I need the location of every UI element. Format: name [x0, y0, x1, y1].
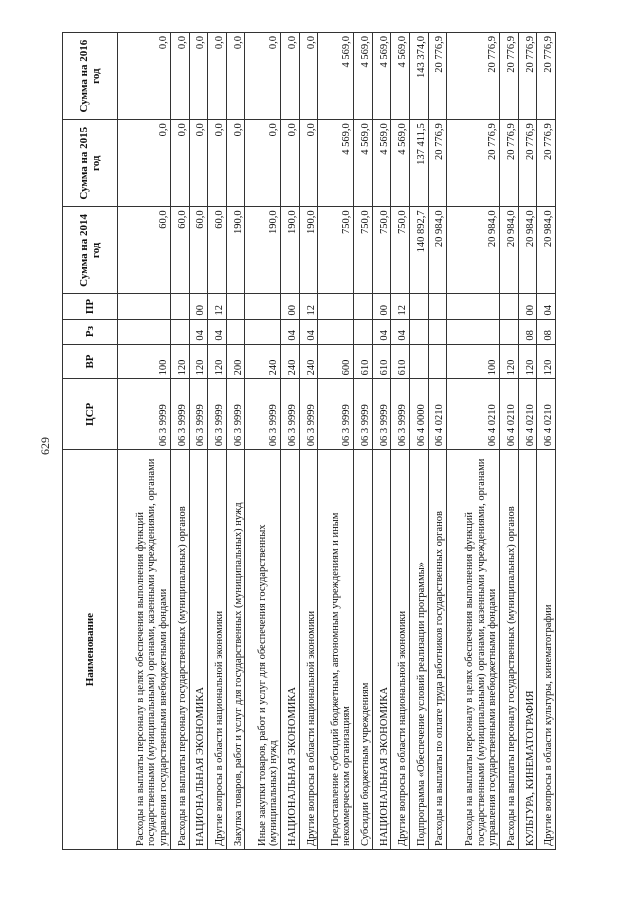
cell-vr: 200 — [226, 344, 245, 379]
cell-csr: 06 3 9999 — [170, 379, 189, 450]
cell-csr: 06 3 9999 — [245, 379, 281, 450]
cell-vr: 240 — [281, 344, 300, 379]
cell-vr: 120 — [170, 344, 189, 379]
table-row — [281, 33, 300, 850]
cell-sum-2014: 190,0 — [226, 207, 245, 294]
cell-name: Расходы на выплаты персоналу в целях обеспечения выполнения функций государственными (муниципальными) органами, казенными учреждениями, органами управления государственными внебюджетными фондами — [118, 450, 171, 850]
table-row — [318, 33, 354, 850]
cell-sum-2016: 4 569,0 — [354, 33, 373, 120]
cell-rz: 04 — [208, 319, 227, 344]
cell-vr — [409, 344, 428, 379]
cell-csr: 06 3 9999 — [281, 379, 300, 450]
cell-name: Другие вопросы в области культуры, кинематографии — [537, 450, 556, 850]
table-row — [208, 33, 227, 850]
cell-sum-2016: 0,0 — [245, 33, 281, 120]
cell-pr — [428, 294, 447, 319]
cell-rz: 04 — [372, 319, 391, 344]
cell-sum-2015: 0,0 — [189, 120, 208, 207]
table-row — [245, 33, 281, 850]
cell-csr: 06 4 0210 — [537, 379, 556, 450]
cell-sum-2016: 0,0 — [189, 33, 208, 120]
cell-name: Иные закупки товаров, работ и услуг для обеспечения государственных (муниципальных) нужд — [245, 450, 281, 850]
cell-vr: 120 — [518, 344, 537, 379]
cell-sum-2016: 20 776,9 — [518, 33, 537, 120]
cell-name: Закупка товаров, работ и услуг для государственных (муниципальных) нужд — [226, 450, 245, 850]
cell-name: Подпрограмма «Обеспечение условий реализации программы» — [409, 450, 428, 850]
cell-sum-2014: 60,0 — [189, 207, 208, 294]
cell-rz — [354, 319, 373, 344]
table-row — [354, 33, 373, 850]
cell-sum-2014: 750,0 — [318, 207, 354, 294]
cell-name: НАЦИОНАЛЬНАЯ ЭКОНОМИКА — [189, 450, 208, 850]
cell-pr — [226, 294, 245, 319]
header-pr: ПР — [63, 294, 118, 319]
cell-rz: 04 — [189, 319, 208, 344]
cell-sum-2016: 4 569,0 — [391, 33, 410, 120]
header-csr: ЦСР — [63, 379, 118, 450]
cell-vr: 600 — [318, 344, 354, 379]
cell-pr — [409, 294, 428, 319]
cell-name: Предоставление субсидий бюджетным, автономным учреждениям и иным некоммерческим организациям — [318, 450, 354, 850]
rotated-table-container — [62, 32, 556, 850]
cell-sum-2016: 0,0 — [281, 33, 300, 120]
cell-vr: 120 — [500, 344, 519, 379]
cell-pr — [318, 294, 354, 319]
table-row — [118, 33, 171, 850]
cell-pr: 04 — [537, 294, 556, 319]
cell-rz — [428, 319, 447, 344]
cell-vr: 120 — [189, 344, 208, 379]
cell-name: Другие вопросы в области национальной экономики — [391, 450, 410, 850]
header-sum-2016: Сумма на 2016 год — [63, 33, 118, 120]
table-row — [226, 33, 245, 850]
cell-rz — [118, 319, 171, 344]
cell-sum-2015: 0,0 — [118, 120, 171, 207]
table-row — [170, 33, 189, 850]
cell-sum-2014: 20 984,0 — [428, 207, 447, 294]
cell-name: Субсидии бюджетным учреждениям — [354, 450, 373, 850]
cell-csr: 06 3 9999 — [354, 379, 373, 450]
cell-sum-2014: 20 984,0 — [537, 207, 556, 294]
cell-pr — [245, 294, 281, 319]
cell-sum-2015: 4 569,0 — [372, 120, 391, 207]
cell-name: НАЦИОНАЛЬНАЯ ЭКОНОМИКА — [281, 450, 300, 850]
cell-sum-2016: 0,0 — [299, 33, 318, 120]
cell-sum-2015: 0,0 — [170, 120, 189, 207]
cell-rz — [500, 319, 519, 344]
cell-sum-2014: 20 984,0 — [518, 207, 537, 294]
cell-rz: 04 — [281, 319, 300, 344]
cell-csr: 06 4 0210 — [447, 379, 500, 450]
cell-name: Расходы на выплаты по оплате труда работников государственных органов — [428, 450, 447, 850]
cell-sum-2014: 750,0 — [391, 207, 410, 294]
header-sum-2014: Сумма на 2014 год — [63, 207, 118, 294]
cell-sum-2015: 0,0 — [226, 120, 245, 207]
table-row — [189, 33, 208, 850]
cell-pr — [354, 294, 373, 319]
cell-sum-2016: 0,0 — [170, 33, 189, 120]
cell-rz — [409, 319, 428, 344]
cell-name: КУЛЬТУРА, КИНЕМАТОГРАФИЯ — [518, 450, 537, 850]
cell-sum-2014: 60,0 — [208, 207, 227, 294]
cell-sum-2015: 20 776,9 — [447, 120, 500, 207]
cell-sum-2016: 143 374,0 — [409, 33, 428, 120]
cell-sum-2015: 4 569,0 — [391, 120, 410, 207]
cell-vr: 610 — [354, 344, 373, 379]
table-row — [409, 33, 428, 850]
cell-sum-2015: 0,0 — [299, 120, 318, 207]
table-row — [391, 33, 410, 850]
cell-sum-2016: 4 569,0 — [372, 33, 391, 120]
cell-rz: 04 — [299, 319, 318, 344]
table-row — [428, 33, 447, 850]
cell-sum-2014: 190,0 — [245, 207, 281, 294]
cell-pr — [500, 294, 519, 319]
cell-csr: 06 4 0000 — [409, 379, 428, 450]
cell-name: НАЦИОНАЛЬНАЯ ЭКОНОМИКА — [372, 450, 391, 850]
table-row — [500, 33, 519, 850]
cell-pr — [118, 294, 171, 319]
cell-sum-2015: 0,0 — [208, 120, 227, 207]
cell-sum-2016: 0,0 — [226, 33, 245, 120]
cell-sum-2016: 0,0 — [118, 33, 171, 120]
cell-vr: 100 — [447, 344, 500, 379]
header-vr: ВР — [63, 344, 118, 379]
cell-name: Другие вопросы в области национальной экономики — [208, 450, 227, 850]
cell-sum-2015: 4 569,0 — [318, 120, 354, 207]
cell-vr — [428, 344, 447, 379]
cell-csr: 06 3 9999 — [299, 379, 318, 450]
cell-name: Другие вопросы в области национальной экономики — [299, 450, 318, 850]
cell-pr: 00 — [372, 294, 391, 319]
cell-vr: 120 — [537, 344, 556, 379]
cell-pr — [447, 294, 500, 319]
table-row — [299, 33, 318, 850]
cell-csr: 06 4 0210 — [428, 379, 447, 450]
cell-csr: 06 4 0210 — [518, 379, 537, 450]
cell-rz — [170, 319, 189, 344]
cell-csr: 06 3 9999 — [226, 379, 245, 450]
cell-pr: 12 — [391, 294, 410, 319]
cell-name: Расходы на выплаты персоналу государственных (муниципальных) органов — [500, 450, 519, 850]
cell-sum-2015: 4 569,0 — [354, 120, 373, 207]
cell-sum-2014: 20 984,0 — [500, 207, 519, 294]
cell-pr: 00 — [281, 294, 300, 319]
cell-sum-2015: 20 776,9 — [428, 120, 447, 207]
cell-sum-2015: 20 776,9 — [537, 120, 556, 207]
cell-vr: 120 — [208, 344, 227, 379]
cell-name: Расходы на выплаты персоналу в целях обеспечения выполнения функций государственными (муниципальными) органами, казенными учреждениями, органами управления государственными внебюджетными фондами — [447, 450, 500, 850]
cell-csr: 06 3 9999 — [118, 379, 171, 450]
header-sum-2015: Сумма на 2015 год — [63, 120, 118, 207]
cell-rz — [226, 319, 245, 344]
budget-table — [62, 32, 556, 850]
cell-vr: 240 — [299, 344, 318, 379]
cell-vr: 240 — [245, 344, 281, 379]
cell-csr: 06 3 9999 — [372, 379, 391, 450]
cell-sum-2015: 20 776,9 — [518, 120, 537, 207]
cell-sum-2014: 60,0 — [118, 207, 171, 294]
cell-rz — [245, 319, 281, 344]
cell-sum-2015: 20 776,9 — [500, 120, 519, 207]
cell-sum-2015: 0,0 — [245, 120, 281, 207]
cell-csr: 06 4 0210 — [500, 379, 519, 450]
cell-sum-2016: 20 776,9 — [500, 33, 519, 120]
cell-sum-2016: 20 776,9 — [428, 33, 447, 120]
cell-sum-2016: 20 776,9 — [537, 33, 556, 120]
cell-pr: 12 — [208, 294, 227, 319]
cell-sum-2014: 140 892,7 — [409, 207, 428, 294]
cell-csr: 06 3 9999 — [208, 379, 227, 450]
cell-sum-2016: 20 776,9 — [447, 33, 500, 120]
cell-name: Расходы на выплаты персоналу государственных (муниципальных) органов — [170, 450, 189, 850]
cell-vr: 610 — [391, 344, 410, 379]
cell-sum-2014: 750,0 — [354, 207, 373, 294]
table-body — [118, 33, 556, 850]
cell-sum-2014: 190,0 — [281, 207, 300, 294]
cell-rz — [318, 319, 354, 344]
cell-sum-2014: 750,0 — [372, 207, 391, 294]
cell-pr: 12 — [299, 294, 318, 319]
table-row — [447, 33, 500, 850]
cell-sum-2016: 0,0 — [208, 33, 227, 120]
header-name: Наименование — [63, 450, 118, 850]
table-row — [537, 33, 556, 850]
cell-csr: 06 3 9999 — [318, 379, 354, 450]
cell-sum-2014: 190,0 — [299, 207, 318, 294]
table-row — [518, 33, 537, 850]
cell-csr: 06 3 9999 — [189, 379, 208, 450]
cell-sum-2015: 0,0 — [281, 120, 300, 207]
cell-pr: 00 — [189, 294, 208, 319]
cell-rz: 08 — [518, 319, 537, 344]
cell-pr: 00 — [518, 294, 537, 319]
cell-rz: 04 — [391, 319, 410, 344]
cell-sum-2015: 137 411,5 — [409, 120, 428, 207]
cell-csr: 06 3 9999 — [391, 379, 410, 450]
header-rz: Рз — [63, 319, 118, 344]
cell-sum-2016: 4 569,0 — [318, 33, 354, 120]
cell-sum-2014: 60,0 — [170, 207, 189, 294]
cell-rz — [447, 319, 500, 344]
cell-pr — [170, 294, 189, 319]
cell-rz: 08 — [537, 319, 556, 344]
cell-vr: 100 — [118, 344, 171, 379]
cell-sum-2014: 20 984,0 — [447, 207, 500, 294]
page-number: 629 — [38, 437, 52, 455]
table-row — [372, 33, 391, 850]
cell-vr: 610 — [372, 344, 391, 379]
table-header-row — [63, 33, 118, 850]
